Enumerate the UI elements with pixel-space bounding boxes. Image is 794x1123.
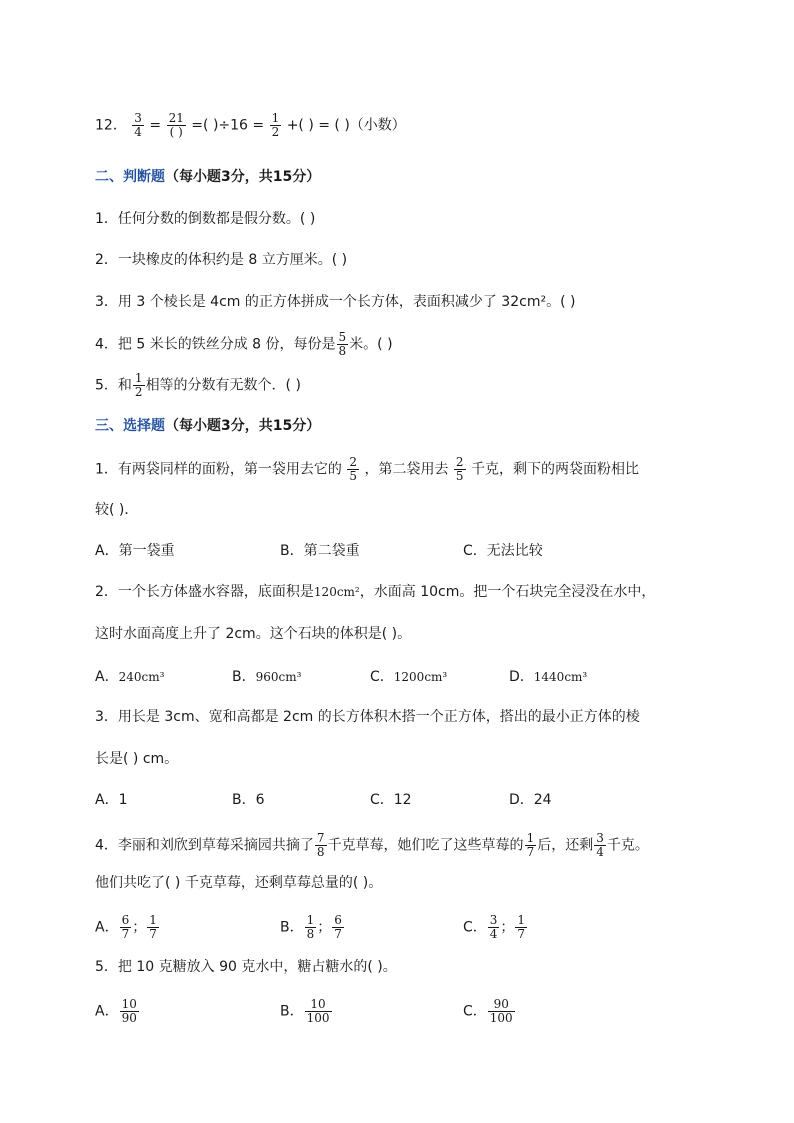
fraction-1-7: $\frac{1}{7}$: [526, 831, 535, 859]
fraction-7-8: $\frac{7}{8}$: [316, 831, 325, 859]
choice-5-option-a: A． $\frac{10}{90}$: [95, 997, 137, 1025]
area-value: 120cm²: [313, 585, 360, 599]
judge-item-4: 4．把 5 米长的铁丝分成 8 份，每份是 $\frac{5}{8}$ 米。( ): [95, 330, 393, 358]
choice-1-stem: 1．有两袋同样的面粉，第一袋用去它的 $\frac{2}{5}$ ，第二袋用去 $\frac{2}{5}$ 千克，剩下的两袋面粉相比: [95, 455, 639, 483]
choice-2-option-b: B．960cm³: [232, 669, 302, 685]
choice-4-stem: 4．李丽和刘欣到草莓采摘园共摘了 $\frac{7}{8}$ 千克草莓，她们吃了这些草莓的 $\frac{1}{7}$ 后，还剩 $\frac{3}{4}$ 千克。: [95, 831, 649, 859]
choice-5-stem: 5．把 10 克糖放入 90 克水中，糖占糖水的( )。: [95, 959, 397, 975]
choice-1-option-c: C．无法比较: [463, 543, 543, 559]
judge-item-5: 5．和 $\frac{1}{2}$ 相等的分数有无数个．( ): [95, 371, 301, 399]
choice-2-option-d: D．1440cm³: [509, 669, 588, 685]
fraction-2-5-b: $\frac{2}{5}$: [455, 455, 464, 483]
choice-4-stem-cont: 他们共吃了( ) 千克草莓，还剩草莓总量的( )。: [95, 875, 383, 891]
choice-4-option-c: C． $\frac{3}{4}$ ； $\frac{1}{7}$: [463, 913, 526, 941]
choice-2-stem-cont: 这时水面高度上升了 2cm。这个石块的体积是( )。: [95, 626, 412, 642]
choice-5-option-b: B． $\frac{10}{100}$: [280, 997, 330, 1025]
choice-4-option-a: A． $\frac{6}{7}$ ； $\frac{1}{7}$: [95, 913, 157, 941]
judge-item-2: 2．一块橡皮的体积约是 8 立方厘米。( ): [95, 252, 348, 268]
judge-item-1: 1．任何分数的倒数都是假分数。( ): [95, 211, 316, 227]
fraction-3-4-b: $\frac{3}{4}$: [596, 831, 604, 859]
choice-3-option-b: B．6: [232, 792, 265, 808]
choice-2-option-c: C．1200cm³: [370, 669, 448, 685]
choice-1-option-a: A．第一袋重: [95, 543, 175, 559]
fraction-2-5-a: $\frac{2}{5}$: [349, 455, 357, 483]
section-2-heading: 二、判断题（每小题3分，共15分）: [95, 169, 321, 185]
equals-sign: =: [149, 117, 162, 134]
q12-tail-blanks: +( ) = ( )（小数）: [286, 117, 406, 134]
q12-division-blank: =( )÷16 =: [191, 117, 265, 134]
judge-item-3: 3．用 3 个棱长是 4cm 的正方体拼成一个长方体，表面积减少了 32cm²。( ): [95, 294, 576, 310]
choice-3-option-a: A．1: [95, 792, 128, 808]
choice-4-option-b: B． $\frac{1}{8}$ ； $\frac{6}{7}$: [280, 913, 342, 941]
choice-2-option-a: A．240cm³: [95, 669, 165, 685]
section-3-heading: 三、选择题（每小题3分，共15分）: [95, 418, 321, 434]
choice-5-option-c: C． $\frac{90}{100}$: [463, 997, 513, 1025]
choice-2-stem: 2．一个长方体盛水容器，底面积是120cm²，水面高 10cm。把一个石块完全浸没在水中，: [95, 584, 656, 600]
fraction-1-2-b: $\frac{1}{2}$: [134, 371, 143, 399]
choice-1-option-b: B．第二袋重: [280, 543, 360, 559]
question-12: [95, 112, 406, 139]
choice-3-stem-cont: 长是( ) cm。: [95, 751, 179, 767]
choice-3-option-d: D．24: [509, 792, 552, 808]
fraction-1-2: $\frac{1}{2}$: [271, 111, 280, 139]
fraction-5-8: $\frac{5}{8}$: [338, 330, 347, 358]
choice-1-stem-cont: 较( )．: [95, 502, 139, 518]
fraction-3-4: $\frac{3}{4}$: [134, 111, 142, 139]
fraction-21-blank: $\frac{21}{( )}$: [168, 111, 184, 139]
choice-3-option-c: C．12: [370, 792, 412, 808]
q12-number: 12．: [95, 117, 127, 134]
choice-3-stem: 3．用长是 3cm、宽和高都是 2cm 的长方体积木搭一个正方体，搭出的最小正方体的棱: [95, 709, 640, 725]
